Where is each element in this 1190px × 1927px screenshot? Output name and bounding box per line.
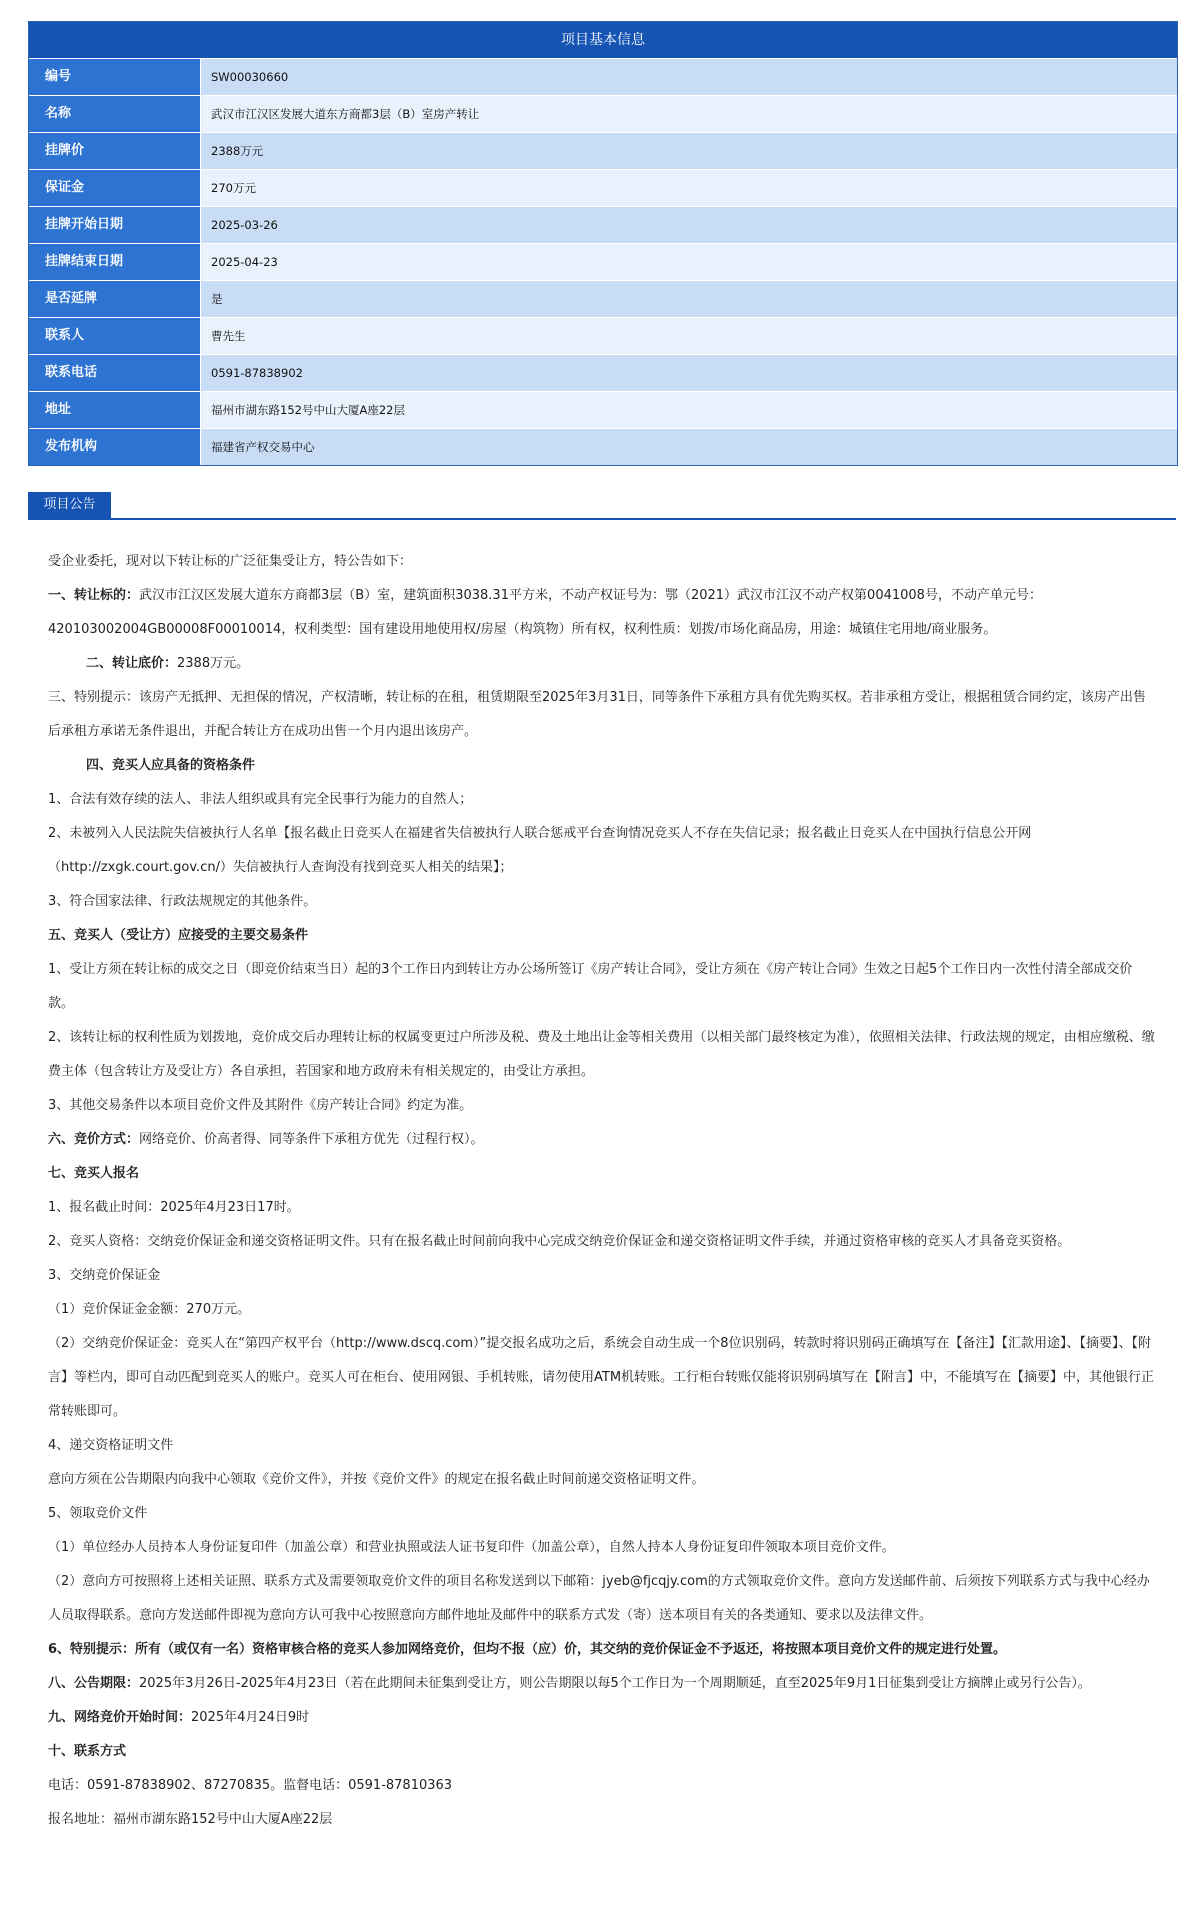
section-7-item-2: 2、竞买人资格：交纳竞价保证金和递交资格证明文件。只有在报名截止时间前向我中心完成交纳竞价保证金和递交资格证明文件手续，并通过资格审核的竞买人才具备竞买资格。: [48, 1234, 1071, 1249]
info-row-publisher: [29, 428, 1177, 465]
tab-project-notice[interactable]: 项目公告: [28, 492, 111, 518]
section-5-heading: [48, 919, 1158, 953]
info-value: SW00030660: [201, 59, 1177, 95]
special-notice: 6、特别提示：所有（或仅有一名）资格审核合格的竞买人参加网络竞价，但均不报（应）价，其交纳的竞价保证金不予返还，将按照本项目竞价文件的规定进行处置。: [48, 1642, 1007, 1657]
contact-phone: 电话：0591-87838902、87270835。监督电话：0591-87810363: [48, 1778, 453, 1793]
section-text: 网络竞价、价高者得、同等条件下承租方优先（过程行权）。: [139, 1132, 484, 1147]
section-text: 2025年4月24日9时: [191, 1710, 310, 1725]
info-label: 挂牌结束日期: [29, 244, 201, 280]
info-row-end-date: [29, 243, 1177, 280]
section-8: [48, 1667, 1158, 1701]
section-9: [48, 1701, 1158, 1735]
section-4-item-2: 2、未被列入人民法院失信被执行人名单【报名截止日竞买人在福建省失信被执行人联合惩戒平台查询情况竞买人不存在失信记录；报名截止日竞买人在中国执行信息公开网（http://zxgk.court.gov.cn/）失信被执行人查询没有找到竞买人相关的结果】；: [48, 826, 1032, 875]
info-value: 2025-03-26: [201, 207, 1177, 243]
section-7-item-6: [48, 1633, 1158, 1667]
section-7-item-5: 5、领取竞价文件: [48, 1506, 148, 1521]
section-text: 2388万元。: [177, 656, 250, 671]
section-7-item-3-2: （2）交纳竞价保证金：竞买人在“第四产权平台（http://www.dscq.com）”提交报名成功之后，系统会自动生成一个8位识别码，转款时将识别码正确填写在【备注】【汇款用途】、【摘要】、【附言】等栏内，即可自动匹配到竞买人的账户。竞买人可在柜台、使用网银、手机转账，请勿使用ATM机转账。工行柜台转账仅能将识别码填写在【附言】中，不能填写在【摘要】中，其他银行正常转账即可。: [48, 1336, 1155, 1419]
notice-tab-bar: [28, 492, 1176, 520]
section-7-item-3-1: （1）竞价保证金金额：270万元。: [48, 1302, 251, 1317]
info-label: 是否延牌: [29, 281, 201, 317]
info-value: 2025-04-23: [201, 244, 1177, 280]
section-heading: 七、竞买人报名: [48, 1166, 140, 1181]
contact-address: 报名地址：福州市湖东路152号中山大厦A座22层: [48, 1812, 333, 1827]
section-7-item-1: 1、报名截止时间：2025年4月23日17时。: [48, 1200, 300, 1215]
info-row-id: [29, 58, 1177, 95]
section-heading: 八、公告期限：: [48, 1676, 140, 1691]
section-heading: 九、网络竞价开始时间：: [48, 1710, 192, 1725]
info-label: 挂牌开始日期: [29, 207, 201, 243]
info-row-deposit: [29, 169, 1177, 206]
project-info-table: [28, 21, 1178, 466]
info-label: 名称: [29, 96, 201, 132]
info-value: 曹先生: [201, 318, 1177, 354]
section-5-item-1: 1、受让方须在转让标的成交之日（即竞价结束当日）起的3个工作日内到转让方办公场所签订《房产转让合同》，受让方须在《房产转让合同》生效之日起5个工作日内一次性付清全部成交价款。: [48, 962, 1133, 1011]
section-heading: 四、竞买人应具备的资格条件: [86, 758, 256, 773]
info-label: 发布机构: [29, 429, 201, 465]
section-6: [48, 1123, 1158, 1157]
section-text: 2025年3月26日-2025年4月23日（若在此期间未征集到受让方，则公告期限以每5个工作日为一个周期顺延，直至2025年9月1日征集到受让方摘牌止或另行公告）。: [139, 1676, 1091, 1691]
info-row-address: [29, 391, 1177, 428]
info-row-phone: [29, 354, 1177, 391]
section-1: [48, 579, 1158, 647]
section-5-item-2: 2、该转让标的权利性质为划拨地，竞价成交后办理转让标的权属变更过户所涉及税、费及土地出让金等相关费用（以相关部门最终核定为准），依照相关法律、行政法规的规定，由相应缴税、缴费主体（包含转让方及受让方）各自承担，若国家和地方政府未有相关规定的，由受让方承担。: [48, 1030, 1155, 1079]
info-label: 保证金: [29, 170, 201, 206]
section-4-item-1: 1、合法有效存续的法人、非法人组织或具有完全民事行为能力的自然人；: [48, 792, 473, 807]
section-7-item-4-text: 意向方须在公告期限内向我中心领取《竞价文件》，并按《竞价文件》的规定在报名截止时间前递交资格证明文件。: [48, 1472, 705, 1487]
section-heading: 二、转让底价：: [86, 656, 178, 671]
section-4-heading: [48, 749, 1158, 783]
info-row-start-date: [29, 206, 1177, 243]
section-text: 武汉市江汉区发展大道东方商都3层（B）室，建筑面积3038.31平方米，不动产权证号为：鄂（2021）武汉市江汉不动产权第0041008号，不动产单元号：420103002004GB00008F00010014，权利类型：国有建设用地使用权/房屋（构筑物）所有权，权利性质：划拨/市场化商品房，用途：城镇住宅用地/商业服务。: [48, 588, 1042, 637]
info-label: 联系电话: [29, 355, 201, 391]
section-heading: 五、竞买人（受让方）应接受的主要交易条件: [48, 928, 309, 943]
intro-paragraph: 受企业委托，现对以下转让标的广泛征集受让方，特公告如下：: [48, 554, 413, 569]
section-7-heading: [48, 1157, 1158, 1191]
info-table-title: 项目基本信息: [29, 22, 1177, 58]
info-label: 编号: [29, 59, 201, 95]
info-label: 挂牌价: [29, 133, 201, 169]
info-row-name: [29, 95, 1177, 132]
info-label: 地址: [29, 392, 201, 428]
info-label: 联系人: [29, 318, 201, 354]
info-row-extended: [29, 280, 1177, 317]
info-value: 是: [201, 281, 1177, 317]
section-7-item-5-2: （2）意向方可按照将上述相关证照、联系方式及需要领取竞价文件的项目名称发送到以下邮箱：jyeb@fjcqjy.com的方式领取竞价文件。意向方发送邮件前、后须按下列联系方式与我中心经办人员取得联系。意向方发送邮件即视为意向方认可我中心按照意向方邮件地址及邮件中的联系方式发（寄）送本项目有关的各类通知、要求以及法律文件。: [48, 1574, 1150, 1623]
section-heading: 一、转让标的：: [48, 588, 140, 603]
section-3: 三、特别提示：该房产无抵押、无担保的情况，产权清晰，转让标的在租，租赁期限至2025年3月31日，同等条件下承租方具有优先购买权。若非承租方受让，根据租赁合同约定，该房产出售后承租方承诺无条件退出，并配合转让方在成功出售一个月内退出该房产。: [48, 690, 1146, 739]
info-value: 0591-87838902: [201, 355, 1177, 391]
info-value: 武汉市江汉区发展大道东方商都3层（B）室房产转让: [201, 96, 1177, 132]
info-value: 福州市湖东路152号中山大厦A座22层: [201, 392, 1177, 428]
info-value: 2388万元: [201, 133, 1177, 169]
section-heading: 十、联系方式: [48, 1744, 127, 1759]
section-5-item-3: 3、其他交易条件以本项目竞价文件及其附件《房产转让合同》约定为准。: [48, 1098, 473, 1113]
section-4-item-3: 3、符合国家法律、行政法规规定的其他条件。: [48, 894, 317, 909]
info-row-contact: [29, 317, 1177, 354]
section-7-item-5-1: （1）单位经办人员持本人身份证复印件（加盖公章）和营业执照或法人证书复印件（加盖公章），自然人持本人身份证复印件领取本项目竞价文件。: [48, 1540, 895, 1555]
info-row-price: [29, 132, 1177, 169]
section-2: [48, 647, 1158, 681]
section-10-heading: [48, 1735, 1158, 1769]
section-heading: 六、竞价方式：: [48, 1132, 140, 1147]
section-7-item-3: 3、交纳竞价保证金: [48, 1268, 161, 1283]
notice-body: [48, 545, 1158, 1837]
info-value: 福建省产权交易中心: [201, 429, 1177, 465]
section-7-item-4: 4、递交资格证明文件: [48, 1438, 174, 1453]
info-value: 270万元: [201, 170, 1177, 206]
